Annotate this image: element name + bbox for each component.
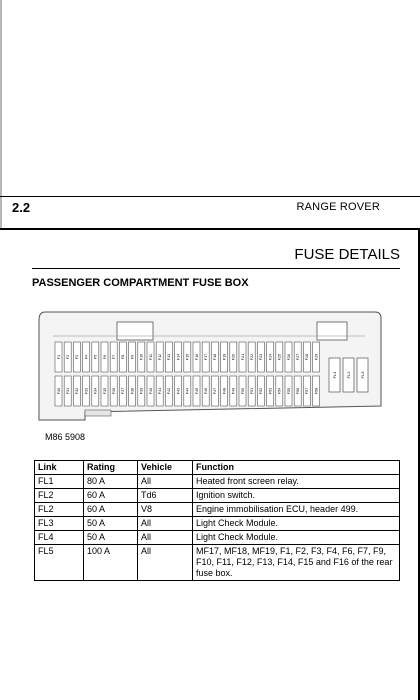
cell-function: Light Check Module.: [193, 531, 400, 545]
fuse-label: F47: [213, 387, 218, 395]
fuse-label: F58: [314, 387, 319, 395]
fuse-label: F18: [213, 353, 218, 361]
fuse-label: F48: [222, 387, 227, 395]
cell-link: FL5: [35, 545, 84, 581]
fuse-label: F16: [194, 353, 199, 361]
cell-vehicle: V8: [138, 503, 193, 517]
fuse-label: F8: [121, 354, 126, 360]
fuse-label: F22: [250, 353, 254, 361]
fuse-label: F50: [240, 387, 245, 395]
cell-function: Ignition switch.: [193, 489, 400, 503]
fuse-label: F39: [139, 387, 144, 395]
fuse-label: F29: [314, 353, 319, 361]
table-row: [35, 517, 400, 531]
fuse-label: F2: [66, 354, 70, 360]
table-row: [35, 489, 400, 503]
fuse-label: F57: [305, 387, 310, 395]
section-rule: [32, 268, 400, 269]
page-number: 2.2: [12, 200, 31, 215]
cell-rating: 50 A: [84, 517, 138, 531]
side-marker: [85, 410, 111, 416]
cell-rating: 50 A: [84, 531, 138, 545]
fuse-label: F17: [204, 353, 208, 361]
fuse-label: F45: [194, 387, 199, 395]
header-rule-thick: [0, 228, 420, 230]
cell-rating: 100 A: [84, 545, 138, 581]
fuse-label: F9: [130, 354, 135, 360]
figure-label: M86 5908: [45, 432, 86, 442]
fuse-label: F11: [148, 354, 153, 360]
link-fuse-label: FL2: [346, 371, 351, 379]
fuse-label: F46: [204, 387, 208, 395]
fuse-box-diagram: [35, 308, 385, 426]
fuse-label: F51: [250, 387, 254, 395]
fuse-label: F37: [121, 387, 126, 395]
fuse-label: F30: [56, 387, 61, 395]
fuse-label: F24: [268, 353, 273, 361]
cell-link: FL2: [35, 489, 84, 503]
fuse-label: F23: [259, 353, 264, 361]
fuse-label: F1: [56, 354, 61, 360]
fuse-label: F52: [259, 387, 264, 395]
header-rating: Rating: [84, 461, 138, 475]
fuse-label: F34: [93, 387, 98, 395]
fuse-label: F4: [84, 354, 89, 360]
link-fuse-label: FL1: [332, 371, 337, 379]
fuse-label: F27: [296, 353, 300, 361]
fuse-label: F7: [112, 354, 116, 360]
fuse-label: F44: [185, 387, 190, 395]
fuse-label: F12: [158, 353, 162, 361]
cell-vehicle: All: [138, 517, 193, 531]
subheading: PASSENGER COMPARTMENT FUSE BOX: [32, 277, 249, 289]
link-fuse-label: FL3: [360, 371, 365, 379]
table-row: [35, 545, 400, 581]
fuse-label: F28: [305, 353, 310, 361]
header-vehicle: Vehicle: [138, 461, 193, 475]
cell-link: FL2: [35, 503, 84, 517]
fuse-label: F54: [277, 387, 282, 395]
cell-rating: 80 A: [84, 475, 138, 489]
table-row: [35, 503, 400, 517]
header-rule: [0, 196, 420, 197]
cell-function: MF17, MF18, MF19, F1, F2, F3, F4, F6, F7, F9, F10, F11, F12, F13, F14, F15 and F16 of the rear fuse box.: [193, 545, 400, 581]
fuse-label: F3: [75, 354, 80, 360]
fuse-label: F10: [139, 353, 144, 361]
mounting-tab: [317, 322, 347, 340]
fuse-label: F53: [268, 387, 273, 395]
fuse-label: F5: [93, 354, 98, 360]
section-title: FUSE DETAILS: [294, 246, 400, 263]
fuse-table: [34, 460, 400, 581]
cell-rating: 60 A: [84, 503, 138, 517]
cell-vehicle: All: [138, 545, 193, 581]
fuse-label: F55: [286, 387, 291, 395]
mounting-tab: [117, 322, 153, 340]
fuse-label: F6: [102, 354, 107, 360]
header-function: Function: [193, 461, 400, 475]
cell-link: FL4: [35, 531, 84, 545]
manual-title: RANGE ROVER: [296, 201, 380, 213]
fuse-label: F13: [167, 353, 172, 361]
cell-link: FL1: [35, 475, 84, 489]
cell-link: FL3: [35, 517, 84, 531]
fuse-label: F42: [167, 387, 172, 395]
fuse-label: F35: [102, 387, 107, 395]
cell-vehicle: Td6: [138, 489, 193, 503]
fuse-label: F40: [148, 387, 153, 395]
fuse-label: F32: [75, 387, 80, 395]
fuse-label: F49: [231, 387, 236, 395]
table-row: [35, 531, 400, 545]
cell-vehicle: All: [138, 531, 193, 545]
fuse-label: F25: [277, 353, 282, 361]
fuse-label: F33: [84, 387, 89, 395]
table-header-row: [35, 461, 400, 475]
cell-function: Light Check Module.: [193, 517, 400, 531]
fuse-label: F41: [158, 387, 162, 395]
fuse-label: F20: [231, 353, 236, 361]
header-link: Link: [35, 461, 84, 475]
fuse-label: F43: [176, 387, 181, 395]
fuse-label: F56: [296, 387, 300, 395]
fuse-label: F31: [66, 387, 70, 395]
table-row: [35, 475, 400, 489]
cell-vehicle: All: [138, 475, 193, 489]
cell-function: Heated front screen relay.: [193, 475, 400, 489]
cell-function: Engine immobilisation ECU, header 499.: [193, 503, 400, 517]
fuse-label: F26: [286, 353, 291, 361]
cell-rating: 60 A: [84, 489, 138, 503]
fuse-label: F19: [222, 353, 227, 361]
fuse-label: F15: [185, 353, 190, 361]
fuse-label: F21: [240, 353, 245, 361]
fuse-label: F38: [130, 387, 135, 395]
fuse-label: F14: [176, 353, 181, 361]
fuse-label: F36: [112, 387, 116, 395]
